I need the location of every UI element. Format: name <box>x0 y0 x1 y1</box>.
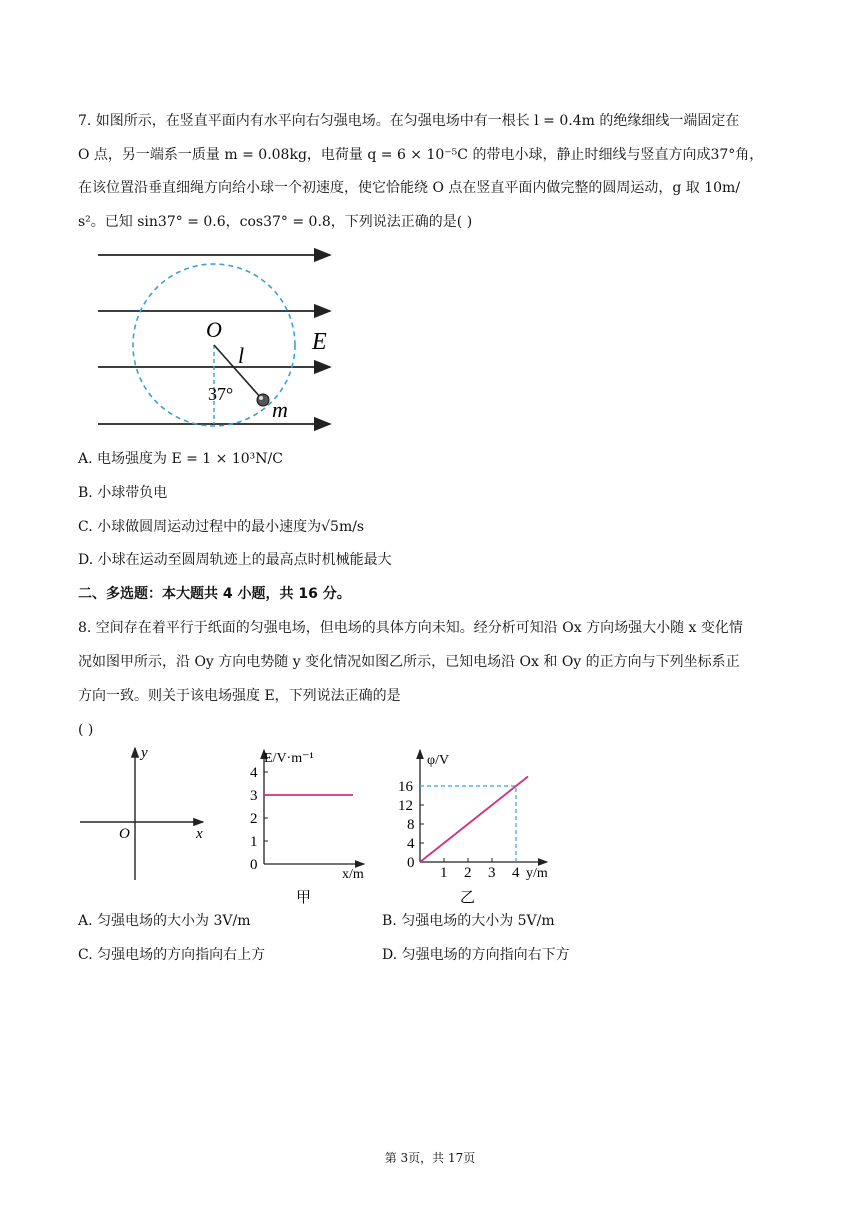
jia-ylabel: E/V·m⁻¹ <box>264 751 314 766</box>
axis-label-x: x <box>196 826 203 842</box>
q7-line2: O 点，另一端系一质量 m = 0.08kg，电荷量 q = 6 × 10⁻⁵C 的带电小球，静止时细线与竖直方向成37°角， <box>78 147 764 163</box>
label-E: E <box>312 329 327 355</box>
label-m: m <box>272 397 288 422</box>
q8-option-d: D. 匀强电场的方向指向右下方 <box>382 947 570 963</box>
axis-label-y: y <box>141 745 148 761</box>
q7-option-c: C. 小球做圆周运动过程中的最小速度为√5m/s <box>78 519 365 535</box>
jia-ytick-label: 3 <box>250 788 258 804</box>
q8-option-a: A. 匀强电场的大小为 3V/m <box>78 913 251 929</box>
yi-title: 乙 <box>460 890 476 906</box>
jia-ytick-label: 2 <box>250 811 258 827</box>
yi-xtick-label: 4 <box>512 865 520 881</box>
jia-ytick-label: 0 <box>250 857 258 873</box>
q7-figure <box>90 245 350 435</box>
q7-line4: s²。已知 sin37° = 0.6，cos37° = 0.8，下列说法正确的是( ) <box>78 214 473 230</box>
chart-yi <box>395 742 560 907</box>
q7-option-d: D. 小球在运动至圆周轨迹上的最高点时机械能最大 <box>78 552 392 568</box>
yi-ytick-label: 8 <box>407 817 415 833</box>
q7-option-b: B. 小球带负电 <box>78 485 168 501</box>
q8-line3: 方向一致。则关于该电场强度 E，下列说法正确的是 <box>78 688 401 704</box>
yi-series-line <box>420 777 528 863</box>
charged-ball <box>257 394 269 406</box>
yi-xtick-label: 1 <box>440 865 448 881</box>
q8-paren: ( ) <box>78 722 94 738</box>
yi-ytick-label: 4 <box>407 836 415 852</box>
yi-xtick-label: 3 <box>488 865 496 881</box>
yi-ytick-label: 16 <box>398 779 413 795</box>
yi-ytick-label: 0 <box>407 855 415 871</box>
page-footer: 第 3页，共 17页 <box>384 1151 476 1165</box>
yi-xlabel: y/m <box>526 866 548 881</box>
yi-xtick-label: 2 <box>464 865 472 881</box>
label-O: O <box>206 317 222 342</box>
jia-xlabel: x/m <box>342 867 364 882</box>
label-angle: 37° <box>208 384 234 404</box>
q7-option-a: A. 电场强度为 E = 1 × 10³N/C <box>78 451 283 467</box>
chart-jia <box>238 742 378 907</box>
yi-ytick-label: 12 <box>398 798 413 814</box>
jia-ytick-label: 4 <box>250 765 258 781</box>
jia-title: 甲 <box>296 890 312 906</box>
axis-label-O: O <box>119 826 130 842</box>
label-l: l <box>238 343 245 368</box>
jia-ytick-label: 1 <box>250 834 258 850</box>
q8-line1: 8. 空间存在着平行于纸面的匀强电场，但电场的具体方向未知。经分析可知沿 Ox 方向场强大小随 x 变化情 <box>78 620 743 636</box>
q8-line2: 况如图甲所示，沿 Oy 方向电势随 y 变化情况如图乙所示，已知电场沿 Ox 和 Oy 的正方向与下列坐标系正 <box>78 654 740 670</box>
q7-line3: 在该位置沿垂直细绳方向给小球一个初速度，使它恰能绕 O 点在竖直平面内做完整的圆周运动，g 取 10m/ <box>78 180 741 196</box>
section-heading: 二、多选题：本大题共 4 小题，共 16 分。 <box>78 586 351 602</box>
yi-ylabel: φ/V <box>427 753 450 768</box>
q8-axes-figure <box>75 742 215 887</box>
q8-option-b: B. 匀强电场的大小为 5V/m <box>382 913 555 929</box>
q8-option-c: C. 匀强电场的方向指向右上方 <box>78 947 266 963</box>
q7-line1: 7. 如图所示，在竖直平面内有水平向右匀强电场。在匀强电场中有一根长 l = 0.4m 的绝缘细线一端固定在 <box>78 113 740 129</box>
